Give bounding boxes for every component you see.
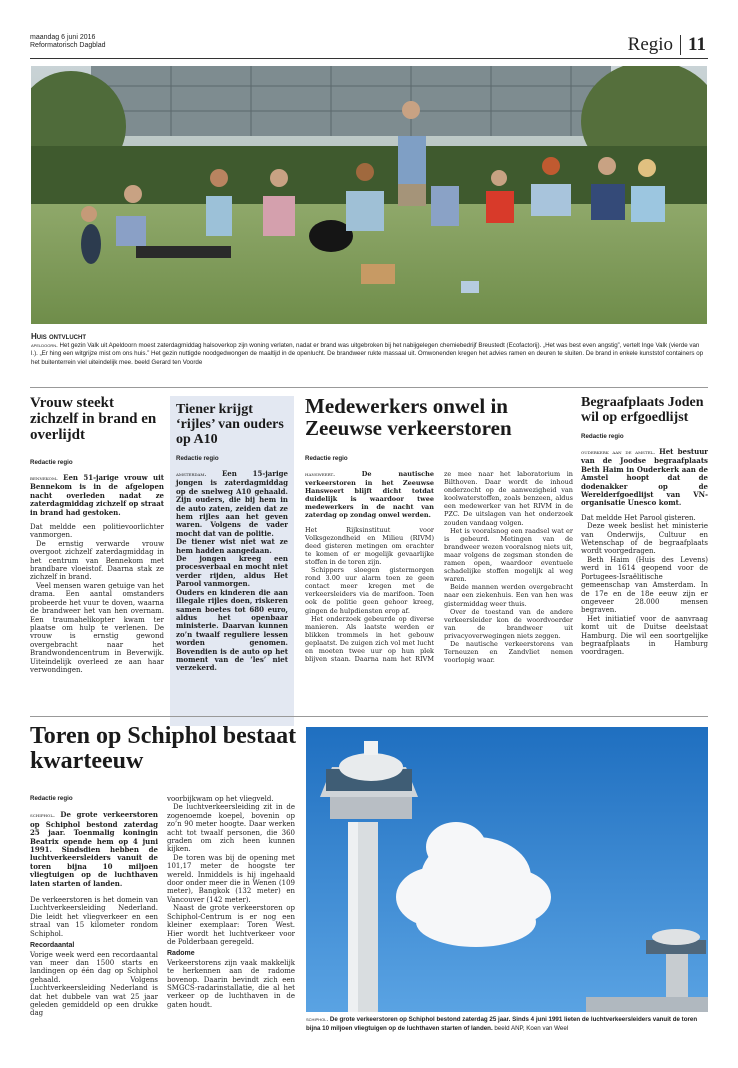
lead: Een 51-jarige vrouw uit Bennekom is in de afgelopen nacht overleden nadat ze zaterdagmiddag zichzelf op straat in brand had gestoken. [30,473,164,517]
lead: De nautische verkeerstoren in het Zeeuwse Hansweert blijft dicht totdat duidelijk is waardoor twee medewerkers in de nacht van zaterdag op zondag onwel werden. [305,470,434,520]
paragraph: De nautische verkeerstorens van Terneuzen en Zandvliet nemen voorlopig waar. [444,639,573,665]
paragraph: De verkeerstoren is het domein van Luchtverkeersleiding Nederland. Die leidt het vliegverkeer en een straal van 15 kilometer rondom Schiphol. [30,896,158,938]
section-rule [30,716,708,717]
dateline: schiphol. [30,812,55,820]
paragraph: Dat meldde een politievoorlichter vanmorgen. [30,523,164,540]
article-schiphol-col2 [167,795,295,1009]
masthead-left [30,34,105,50]
dateline: bennekom. [30,475,58,482]
paragraph: Schippers sloegen gistermorgen rond 3.00 uur alarm toen ze geen contact meer kregen met de verkeersleiders via de marifoon. Toen ook de politie geen gehoor kreeg, gingen de hulpdiensten erop af. [305,566,434,615]
paragraph: Over de toestand van de andere verkeersleider kon de woordvoerder van de brandweer uit privacyoverwegingen niets zeggen. [444,607,573,640]
paragraph: Beth Haim (Huis des Levens) werd in 1614 geopend voor de Portugees-Israëlitische gemeenschap van Amsterdam. In de 17e en de 18e eeuw zijn er ongeveer 28.000 mensen begraven. [581,555,708,615]
byline: Redactie regio [176,455,219,462]
paragraph: Beide mannen werden overgebracht naar een ziekenhuis. Een van hen was gistermiddag weer thuis. [444,583,573,608]
paragraph: De ernstig verwarde vrouw overgoot zichzelf zaterdagmiddag in het centrum van Bennekom met brandbare vloeistof. Daarna stak ze zichzelf in brand. [30,539,164,582]
paper-name: Reformatorisch Dagblad [30,42,106,49]
dateline: ouderkerk aan de amstel. [581,449,656,456]
paragraph: Ouders en kinderen die aan illegale rijles doen, riskeren samen boetes tot 680 euro, aldus het openbaar ministerie. Daarvan kunnen zo’n twaalf reguliere lessen worden genomen. Bovendien is de auto op het moment van de ‘les’ niet verzekerd. [176,587,288,673]
page-number: 11 [688,34,706,55]
photo-caption-text: Het gezin Valk uit Apeldoorn moest zaterdagmiddag halsoverkop zijn woning verlaten, nadat er brand was uitgebroken bij het nabijgelegen chemiebedrijf Breustedt (Ecofactorij). „Het was best even angstig”, vertelt Inge Valk (vierde van l.). „Er hing een witgrijze mist om ons huis.” Het gezin nuttigde noodgedwongen de maaltijd in de openlucht. De brandweer rukte massaal uit. Omwonenden kregen het advies ramen en deuren te sluiten. De brand in enkele kunststof containers op het buitenterrein viel uiteindelijk mee. [31,341,704,366]
paragraph: Naast de grote verkeerstoren op Schiphol-Centrum is er nog een kleiner exemplaar: Toren West. Hier wordt het luchtverkeer voor de Polderbaan geregeld. [167,904,295,946]
paragraph: Het Rijksinstituut voor Volksgezondheid en Milieu (RIVM) deed gisteren metingen om erachter te komen of er mogelijk gevaarlijke stoffen in de toren zijn. [305,525,434,566]
article-hansweert [305,395,573,734]
top-photo-caption [31,333,707,367]
lead: Een 15-jarige jongen is zaterdagmiddag op de snelweg A10 gehaald. Zijn ouders, die bij hem in de auto zaten, zeiden dat ze hem rijles aan het geven waren. Volgens de vader mocht dat van de politie. [176,469,288,538]
paragraph: Deze week beslist het ministerie van Onderwijs, Cultuur en Wetenschap of de begraafplaats wordt voorgedragen. [581,522,708,556]
header-divider [680,35,681,55]
article-tiener [170,396,294,726]
header-rule [30,58,708,59]
tower-photo [306,727,708,1012]
lead: Het bestuur van de Joodse begraafplaats Beth Haim in Ouderkerk aan de Amstel hoopt dat de dodenakker op de Werelderfgoedlijst van VN-organisatie Unesco komt. [581,447,708,508]
paragraph: Vorige week werd een recordaantal van meer dan 1500 starts en landingen op één dag op Schiphol gehaald. Volgens Luchtverkeersleiding Nederland is dat het dubbele van wat 25 jaar geleden gemiddeld op een drukke dag [30,950,158,1018]
paragraph: De tiener wist niet wat ze hem hadden aangedaan. [176,537,288,555]
article-schiphol [30,724,298,774]
dateline: amsterdam. [176,471,207,478]
section-name: Regio [627,34,674,55]
paragraph: De jongen kreeg een procesverbaal en mocht niet verder rijden, aldus Het Parool vanmorgen. [176,554,288,589]
headline: Tiener krijgt ‘rijles’ van ouders op A10 [176,402,284,447]
masthead-right [628,34,706,56]
byline: Redactie regio [305,455,348,462]
article-begraafplaats [581,395,708,657]
headline: Medewerkers onwel in Zeeuwse verkeerstoren [305,394,512,440]
headline: Vrouw steekt zichzelf in brand en overlijdt [30,395,157,443]
section-rule [30,387,708,388]
byline: Redactie regio [30,459,73,466]
photo-kicker: Huis ontvlucht [31,332,86,341]
photo-dateline: schiphol. [306,1017,329,1023]
headline: Toren op Schiphol bestaat kwarteeuw [30,723,297,774]
photo-credit: beeld ANP, Koen van Weel [494,1024,569,1032]
photo-credit: beeld Gerard ten Voorde [134,358,203,366]
dateline: hansweert. [305,471,336,478]
paragraph: De toren was bij de opening met 101,17 meter de hoogste ter wereld. Inmiddels is hij ingehaald door onder meer die in Wenen (109 meter), Bangkok (132 meter) en Vancouver (142 meter). [167,853,295,904]
paragraph: De luchtverkeersleiding zit in de zogenoemde koepel, bovenin op zo’n 90 meter hoogte. Daar werken acht tot twaalf personen, die 360 graden om zich heen kunnen kijken. [167,803,295,854]
paragraph: Het onderzoek gebeurde op diverse manieren. Als laatste werden er blikken trommels in het gebouw geplaatst. De zuigen zich vol met lucht en moeten twee uur op hun plek blijven staan. Daarna nam het RIVM ze mee naar het laboratorium in Bilthoven. Daar wordt de inhoud onderzocht op de aanwezigheid van koolwaterstoffen, zoals benzeen, aldus een medewerker van het RIVM in de PZC. De uitslagen van het onderzoek zouden vandaag volgen. [305,470,573,664]
photo-dateline: apeldoorn. [31,342,58,349]
photo-caption-text: De grote verkeerstoren op Schiphol bestond zaterdag 25 jaar. Sinds 4 juni 1991 lieten de luchtverkeersleiders vanuit de toren bijna 10 miljoen vliegtuigen op de luchthaven starten of landen. [306,1016,698,1032]
paragraph: Verkeerstorens zijn vaak makkelijk te herkennen aan de radome bovenop. Daarin bevindt zich een SMGCS-radarinstallatie, die al het verkeer op de luchthaven in de gaten houdt. [167,958,295,1009]
article-schiphol-col1 [30,795,158,1018]
headline: Begraafplaats Joden wil op erfgoedlijst [581,395,704,425]
byline: Redactie regio [581,433,624,440]
paragraph: Het is vooralsnog een raadsel wat er is gebeurd. Metingen van de brandweer wezen vooralsnog niets uit, maar volgens de zegsman stonden de ramen open, waardoor eventuele schadelijke stoffen mogelijk al weg waren. [444,526,573,584]
subheading: Recordaantal [30,942,75,950]
paragraph: Het initiatief voor de aanvraag komt uit de Duitse deelstaat Hamburg. Die wil een soortgelijke begraafplaats in Hamburg voordragen. [581,614,708,657]
byline: Redactie regio [30,795,73,802]
article-vrouw [30,395,164,674]
issue-date: maandag 6 juni 2016 [30,34,96,41]
subheading: Radome [167,950,195,958]
paragraph: Veel mensen waren getuige van het drama. Een aantal omstanders probeerde het vuur te doven, waarna de brandweer het van hen overnam. Een traumahelikopter kwam ter plaatse om hulp te verlenen. De vrouw is ernstig gewond overgebracht naar het Brandwondencentrum in Beverwijk. Uiteindelijk overleed ze aan haar verwondingen. [30,581,164,674]
top-photo [31,66,707,324]
tower-photo-caption [306,1016,708,1033]
lead: De grote verkeerstoren op Schiphol bestond zaterdag 25 jaar. Toenmalig koningin Beatrix opende hem op 4 juni 1991. Sindsdien hebben de luchtverkeersleiders vanuit de toren bijna 10 miljoen vliegtuigen op de luchthaven laten starten of landen. [30,810,158,888]
paragraph: voorbijkwam op het vliegveld. [167,795,274,803]
paragraph: Dat meldde Het Parool gisteren. [581,513,696,522]
